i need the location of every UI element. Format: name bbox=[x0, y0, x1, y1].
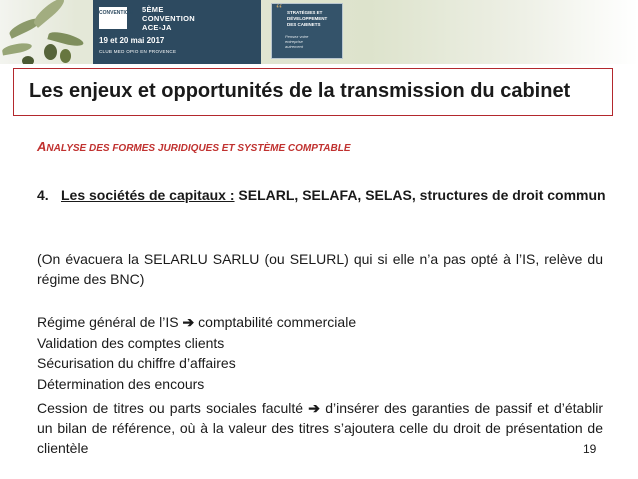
points-list bbox=[37, 312, 603, 394]
cession-paragraph bbox=[37, 398, 603, 458]
logo-text: CONVENTION bbox=[99, 10, 133, 16]
section-subheading bbox=[37, 139, 351, 154]
quote-icon: “ bbox=[276, 2, 283, 17]
theme-subtext bbox=[285, 34, 308, 49]
theme-sub-line: entreprise bbox=[285, 39, 303, 44]
theme-sub-line: Pensez votre bbox=[285, 34, 309, 39]
convention-title bbox=[142, 5, 195, 32]
numbered-item bbox=[37, 185, 612, 206]
subheading-rest: NALYSE DES FORMES JURIDIQUES ET SYSTÈME COMPTABLE bbox=[46, 143, 351, 154]
item-content bbox=[61, 185, 612, 206]
theme-text-line: STRATÉGIES ET bbox=[287, 10, 323, 15]
convention-card bbox=[93, 0, 328, 64]
list-item: Détermination des encours bbox=[37, 375, 205, 392]
arrow-right-icon: ➔ bbox=[308, 400, 321, 416]
theme-sub-line: autrement bbox=[285, 44, 304, 49]
list-item bbox=[37, 312, 603, 333]
convention-title-line: 5ÈME bbox=[142, 5, 164, 14]
subheading-initial: A bbox=[37, 139, 47, 154]
slide-title: Les enjeux et opportunités de la transmission du cabinet bbox=[29, 80, 571, 102]
item-number: 4. bbox=[37, 187, 49, 203]
list-item: Sécurisation du chiffre d’affaires bbox=[37, 355, 236, 371]
arrow-right-icon: ➔ bbox=[182, 314, 195, 330]
convention-date: 19 et 20 mai 2017 bbox=[99, 36, 165, 45]
header-banner bbox=[0, 0, 638, 64]
item-rest: SELARL, SELAFA, SELAS, structures de droit commun bbox=[234, 187, 606, 203]
slide-title-box bbox=[13, 68, 613, 116]
note-paragraph: (On évacuera la SELARLU SARLU (ou SELURL) qui si elle n’a pas opté à l’IS, relève du régime des BNC) bbox=[37, 251, 603, 287]
theme-text-line: DÉVELOPPEMENT bbox=[287, 16, 328, 21]
theme-text-line: DES CABINETS bbox=[287, 22, 321, 27]
convention-title-line: CONVENTION bbox=[142, 14, 196, 23]
cession-text: Cession de titres ou parts sociales faculté bbox=[37, 400, 309, 416]
item-underlined-label: Les sociétés de capitaux : bbox=[61, 187, 235, 203]
theme-text bbox=[287, 10, 327, 28]
list-item: Validation des comptes clients bbox=[37, 334, 225, 351]
page-number: 19 bbox=[583, 442, 597, 456]
convention-logo bbox=[99, 7, 133, 29]
convention-title-line: ACE-JA bbox=[142, 23, 172, 32]
regime-result: comptabilité commerciale bbox=[194, 314, 357, 330]
regime-text: Régime général de l’IS bbox=[37, 314, 183, 330]
theme-box bbox=[271, 3, 343, 59]
cession-result: d’insérer des garanties de passif et d’établir un bilan de référence, où à la valeur des titres s’ajoutera celle du droit de présentation de clientèle bbox=[37, 400, 603, 456]
convention-place: CLUB MED OPIO EN PROVENCE bbox=[99, 49, 177, 54]
